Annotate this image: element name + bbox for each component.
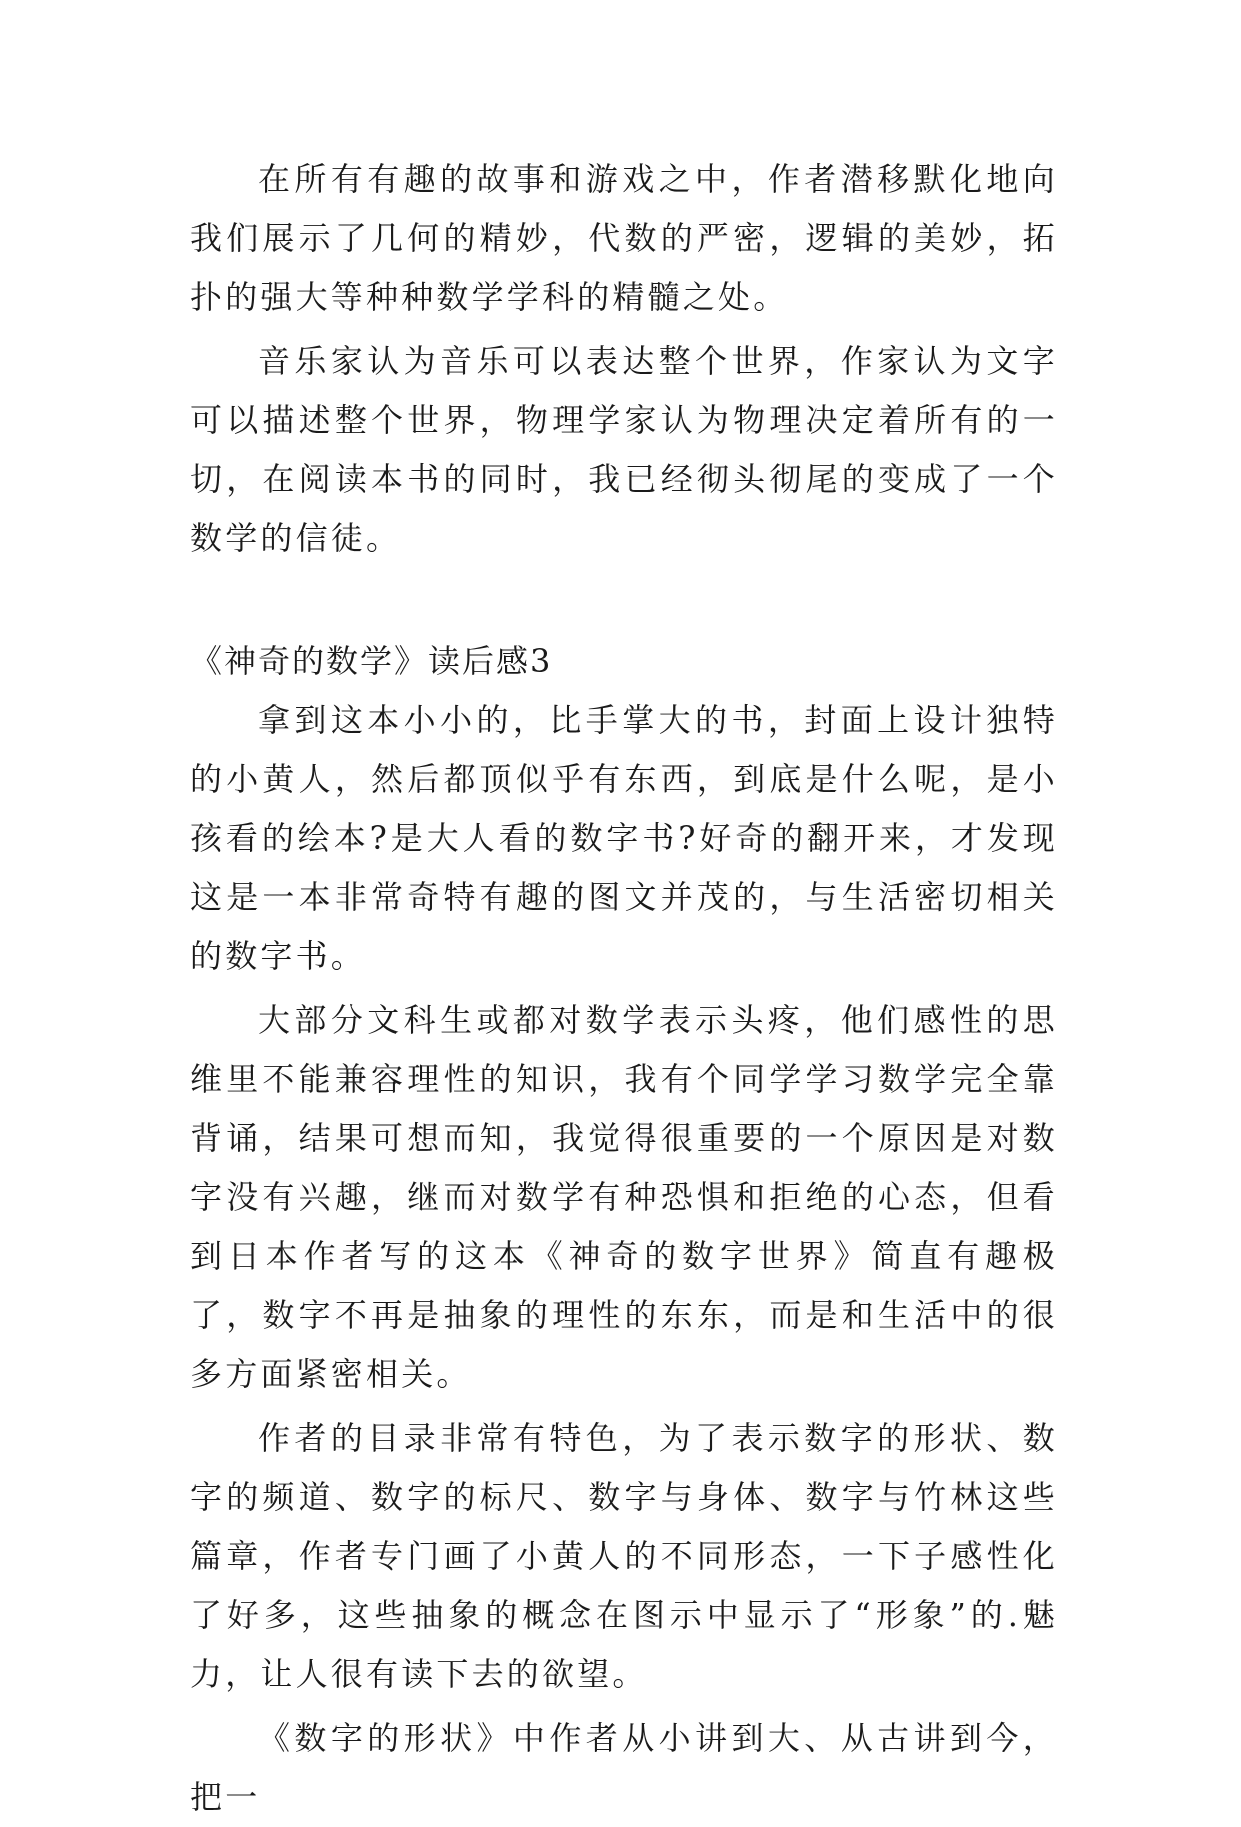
paragraph: 大部分文科生或都对数学表示头疼，他们感性的思维里不能兼容理性的知识，我有个同学学习数学完全靠背诵，结果可想而知，我觉得很重要的一个原因是对数字没有兴趣，继而对数学有种恐惧和拒绝的心态，但看到日本作者写的这本《神奇的数字世界》简直有趣极了，数字不再是抽象的理性的东东，而是和生活中的很多方面紧密相关。 bbox=[190, 1001, 1058, 1393]
paragraph: 作者的目录非常有特色，为了表示数字的形状、数字的频道、数字的标尺、数字与身体、数字与竹林这些篇章，作者专门画了小黄人的不同形态，一下子感性化了好多，这些抽象的概念在图示中显示了“形象”的.魅力，让人很有读下去的欲望。 bbox=[190, 1419, 1058, 1693]
paragraph: 音乐家认为音乐可以表达整个世界，作家认为文字可以描述整个世界，物理学家认为物理决定着所有的一切，在阅读本书的同时，我已经彻头彻尾的变成了一个数学的信徒。 bbox=[190, 342, 1058, 557]
paragraph: 《数字的形状》中作者从小讲到大、从古讲到今，把一 bbox=[190, 1719, 1058, 1816]
paragraph: 拿到这本小小的，比手掌大的书，封面上设计独特的小黄人，然后都顶似乎有东西，到底是什么呢，是小孩看的绘本?是大人看的数字书?好奇的翻开来，才发现这是一本非常奇特有趣的图文并茂的，与生活密切相关的数字书。 bbox=[190, 701, 1058, 975]
paragraph: 在所有有趣的故事和游戏之中，作者潜移默化地向我们展示了几何的精妙，代数的严密，逻辑的美妙，拓扑的强大等种种数学学科的精髓之处。 bbox=[190, 160, 1058, 316]
document-body bbox=[190, 150, 1058, 1827]
section-heading: 《神奇的数学》读后感3 bbox=[190, 642, 553, 680]
